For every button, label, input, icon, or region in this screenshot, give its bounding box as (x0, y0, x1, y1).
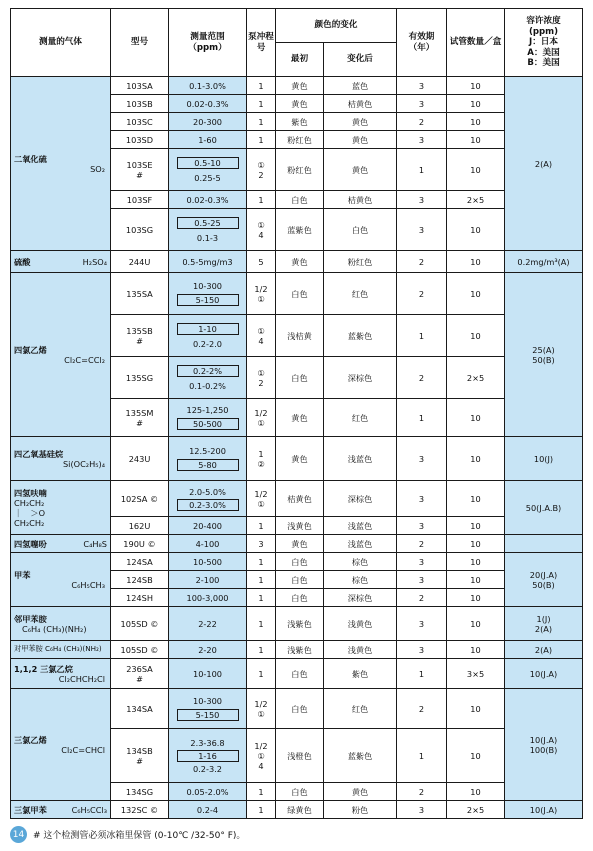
initial-color-cell: 白色 (276, 273, 324, 315)
tubes-cell: 10 (447, 689, 505, 729)
validity-cell: 2 (397, 113, 447, 131)
range-cell: 0.05-2.0% (169, 783, 247, 801)
pump-cell: 5 (247, 251, 276, 273)
after-color-cell: 粉红色 (324, 251, 397, 273)
model-cell: 103SD (111, 131, 169, 149)
after-color-cell: 黄色 (324, 149, 397, 191)
validity-cell: 2 (397, 783, 447, 801)
tubes-cell: 10 (447, 641, 505, 659)
tubes-cell: 10 (447, 589, 505, 607)
after-color-cell: 粉色 (324, 801, 397, 819)
model-cell: 102SA © (111, 481, 169, 517)
allowable-cell: 10(J.A) 100(B) (505, 689, 583, 801)
pump-cell: ① 4 (247, 315, 276, 357)
range-cell: 2.0-5.0% 0.2-3.0% (169, 481, 247, 517)
model-cell: 103SB (111, 95, 169, 113)
range-cell: 0.02-0.3% (169, 95, 247, 113)
after-color-cell: 桔黄色 (324, 95, 397, 113)
gas-toluene: 甲苯 C₆H₅CH₃ (11, 553, 111, 607)
initial-color-cell: 白色 (276, 553, 324, 571)
after-color-cell: 浅蓝色 (324, 437, 397, 481)
after-color-cell: 红色 (324, 399, 397, 437)
range-cell: 0.1-3.0% (169, 77, 247, 95)
header-validity: 有效期（年） (397, 9, 447, 77)
table-row (11, 437, 583, 481)
allowable-cell (505, 535, 583, 553)
initial-color-cell: 白色 (276, 689, 324, 729)
initial-color-cell: 绿黄色 (276, 801, 324, 819)
after-color-cell: 白色 (324, 209, 397, 251)
detector-tube-table (10, 8, 583, 819)
initial-color-cell: 桔黄色 (276, 481, 324, 517)
pump-cell: 1 (247, 95, 276, 113)
model-cell: 103SG (111, 209, 169, 251)
after-color-cell: 黄色 (324, 131, 397, 149)
after-color-cell: 深棕色 (324, 481, 397, 517)
allowable-cell: 25(A) 50(B) (505, 273, 583, 437)
tubes-cell: 10 (447, 251, 505, 273)
after-color-cell: 棕色 (324, 553, 397, 571)
model-cell: 135SB # (111, 315, 169, 357)
tubes-cell: 10 (447, 399, 505, 437)
initial-color-cell: 白色 (276, 571, 324, 589)
initial-color-cell: 蓝紫色 (276, 209, 324, 251)
table-row (11, 801, 583, 819)
model-cell: 124SA (111, 553, 169, 571)
tubes-cell: 10 (447, 437, 505, 481)
header-allowable: 容许浓度 (ppm) J：日本 A：美国 B：美国 (505, 9, 583, 77)
header-gas: 测量的气体 (11, 9, 111, 77)
pump-cell: ① 2 (247, 149, 276, 191)
allowable-cell: 10(J.A) (505, 659, 583, 689)
pump-cell: 1/2 ① 4 (247, 729, 276, 783)
validity-cell: 2 (397, 689, 447, 729)
model-cell: 103SE # (111, 149, 169, 191)
gas-trichloroethylene: 三氯乙烯 Cl₂C=CHCl (11, 689, 111, 801)
table-row (11, 659, 583, 689)
pump-cell: 1/2 ① (247, 273, 276, 315)
tubes-cell: 3×5 (447, 659, 505, 689)
table-row (11, 251, 583, 273)
after-color-cell: 红色 (324, 273, 397, 315)
validity-cell: 3 (397, 607, 447, 641)
pump-cell: 1 (247, 589, 276, 607)
page-number-badge: 14 (10, 826, 27, 843)
model-cell: 236SA # (111, 659, 169, 689)
table-row (11, 535, 583, 553)
tubes-cell: 10 (447, 535, 505, 553)
range-cell: 2.3-36.8 1-16 0.2-3.2 (169, 729, 247, 783)
after-color-cell: 浅黄色 (324, 641, 397, 659)
header-model: 型号 (111, 9, 169, 77)
validity-cell: 2 (397, 251, 447, 273)
range-cell: 0.5-25 0.1-3 (169, 209, 247, 251)
validity-cell: 3 (397, 209, 447, 251)
validity-cell: 1 (397, 729, 447, 783)
pump-cell: 1 ② (247, 437, 276, 481)
tubes-cell: 10 (447, 553, 505, 571)
gas-so2: 二氧化硫 SO₂ (11, 77, 111, 251)
header-color-change: 颜色的变化 (276, 9, 397, 43)
validity-cell: 2 (397, 589, 447, 607)
validity-cell: 3 (397, 517, 447, 535)
range-cell: 4-100 (169, 535, 247, 553)
after-color-cell: 蓝紫色 (324, 315, 397, 357)
tubes-cell: 10 (447, 729, 505, 783)
range-cell: 0.02-0.3% (169, 191, 247, 209)
initial-color-cell: 白色 (276, 659, 324, 689)
initial-color-cell: 黄色 (276, 95, 324, 113)
initial-color-cell: 浅黄色 (276, 517, 324, 535)
validity-cell: 3 (397, 131, 447, 149)
footer-note (10, 826, 245, 843)
range-cell: 10-100 (169, 659, 247, 689)
header-after: 变化后 (324, 43, 397, 77)
tubes-cell: 10 (447, 481, 505, 517)
validity-cell: 1 (397, 399, 447, 437)
pump-cell: ① 2 (247, 357, 276, 399)
initial-color-cell: 浅紫色 (276, 641, 324, 659)
validity-cell: 1 (397, 315, 447, 357)
allowable-cell: 2(A) (505, 641, 583, 659)
model-cell: 162U (111, 517, 169, 535)
pump-cell: 1 (247, 571, 276, 589)
initial-color-cell: 浅桔黄 (276, 315, 324, 357)
pump-cell: 1 (247, 659, 276, 689)
model-cell: 124SH (111, 589, 169, 607)
validity-cell: 3 (397, 95, 447, 113)
tubes-cell: 10 (447, 517, 505, 535)
gas-tetraethoxysilane: 四乙氧基硅烷 Si(OC₂H₅)₄ (11, 437, 111, 481)
allowable-cell: 50(J.A.B) (505, 481, 583, 535)
allowable-cell: 0.2mg/m³(A) (505, 251, 583, 273)
model-cell: 135SA (111, 273, 169, 315)
model-cell: 132SC © (111, 801, 169, 819)
header-range: 测量范围 （ppm） (169, 9, 247, 77)
after-color-cell: 黄色 (324, 783, 397, 801)
range-cell: 10-300 5-150 (169, 689, 247, 729)
initial-color-cell: 黄色 (276, 437, 324, 481)
validity-cell: 1 (397, 149, 447, 191)
initial-color-cell: 紫色 (276, 113, 324, 131)
model-cell: 124SB (111, 571, 169, 589)
after-color-cell: 棕色 (324, 571, 397, 589)
model-cell: 105SD © (111, 607, 169, 641)
tubes-cell: 10 (447, 95, 505, 113)
model-cell: 103SF (111, 191, 169, 209)
table-row (11, 607, 583, 641)
initial-color-cell: 黄色 (276, 399, 324, 437)
initial-color-cell: 浅紫色 (276, 607, 324, 641)
model-cell: 105SD © (111, 641, 169, 659)
tubes-cell: 10 (447, 131, 505, 149)
pump-cell: 1/2 ① (247, 481, 276, 517)
tubes-cell: 10 (447, 607, 505, 641)
gas-tetrahydrofuran: 四氢呋喃 CH₂CH₂ ｜ ＞O CH₂CH₂ (11, 481, 111, 535)
table-row (11, 273, 583, 315)
pump-cell: 1 (247, 801, 276, 819)
tubes-cell: 10 (447, 113, 505, 131)
range-cell: 2-20 (169, 641, 247, 659)
after-color-cell: 浅黄色 (324, 607, 397, 641)
tubes-cell: 2×5 (447, 191, 505, 209)
range-cell: 2-100 (169, 571, 247, 589)
allowable-cell: 1(J) 2(A) (505, 607, 583, 641)
initial-color-cell: 白色 (276, 357, 324, 399)
allowable-cell: 10(J.A) (505, 801, 583, 819)
model-cell: 134SA (111, 689, 169, 729)
initial-color-cell: 浅橙色 (276, 729, 324, 783)
model-cell: 103SA (111, 77, 169, 95)
gas-benzotrichloride: 三氯甲苯 C₆H₅CCl₃ (11, 801, 111, 819)
validity-cell: 2 (397, 273, 447, 315)
after-color-cell: 红色 (324, 689, 397, 729)
model-cell: 103SC (111, 113, 169, 131)
initial-color-cell: 黄色 (276, 535, 324, 553)
model-cell: 244U (111, 251, 169, 273)
gas-tetrahydrothiophene: 四氢噻吩 C₄H₈S (11, 535, 111, 553)
allowable-cell: 20(J.A) 50(B) (505, 553, 583, 607)
range-cell: 100-3,000 (169, 589, 247, 607)
validity-cell: 3 (397, 481, 447, 517)
after-color-cell: 紫色 (324, 659, 397, 689)
tubes-cell: 10 (447, 315, 505, 357)
range-cell: 20-300 (169, 113, 247, 131)
gas-h2so4: 硫酸 H₂SO₄ (11, 251, 111, 273)
after-color-cell: 深棕色 (324, 357, 397, 399)
tubes-cell: 10 (447, 149, 505, 191)
after-color-cell: 浅蓝色 (324, 517, 397, 535)
model-cell: 135SM # (111, 399, 169, 437)
model-cell: 135SG (111, 357, 169, 399)
model-cell: 243U (111, 437, 169, 481)
pump-cell: 1 (247, 607, 276, 641)
initial-color-cell: 粉红色 (276, 131, 324, 149)
header-pump: 泵冲程号 (247, 9, 276, 77)
range-cell: 0.5-10 0.25-5 (169, 149, 247, 191)
pump-cell: 1 (247, 131, 276, 149)
validity-cell: 3 (397, 553, 447, 571)
pump-cell: 3 (247, 535, 276, 553)
header-initial: 最初 (276, 43, 324, 77)
table-row (11, 641, 583, 659)
range-cell: 10-300 5-150 (169, 273, 247, 315)
tubes-cell: 10 (447, 571, 505, 589)
allowable-cell: 2(A) (505, 77, 583, 251)
pump-cell: 1 (247, 783, 276, 801)
validity-cell: 3 (397, 437, 447, 481)
range-cell: 0.5-5mg/m3 (169, 251, 247, 273)
table-row (11, 553, 583, 571)
range-cell: 10-500 (169, 553, 247, 571)
after-color-cell: 蓝紫色 (324, 729, 397, 783)
tubes-cell: 10 (447, 77, 505, 95)
initial-color-cell: 黄色 (276, 77, 324, 95)
pump-cell: 1 (247, 517, 276, 535)
initial-color-cell: 白色 (276, 783, 324, 801)
gas-o-toluidine: 邻甲苯胺 C₆H₄ (CH₃)(NH₂) (11, 607, 111, 641)
gas-p-toluidine: 对甲苯胺 C₆H₄ (CH₃)(NH₂) (11, 641, 111, 659)
range-cell: 1-60 (169, 131, 247, 149)
gas-tetrachloroethylene: 四氯乙烯 Cl₂C=CCl₂ (11, 273, 111, 437)
allowable-cell: 10(J) (505, 437, 583, 481)
model-cell: 134SB # (111, 729, 169, 783)
tubes-cell: 10 (447, 273, 505, 315)
range-cell: 0.2-4 (169, 801, 247, 819)
gas-trichloroethane: 1,1,2 三氯乙烷 Cl₂CHCH₂Cl (11, 659, 111, 689)
validity-cell: 1 (397, 659, 447, 689)
table-row (11, 481, 583, 517)
validity-cell: 3 (397, 641, 447, 659)
range-cell: 2-22 (169, 607, 247, 641)
header-tubes: 试管数量／盒 (447, 9, 505, 77)
range-cell: 1-10 0.2-2.0 (169, 315, 247, 357)
validity-cell: 3 (397, 77, 447, 95)
tubes-cell: 10 (447, 209, 505, 251)
pump-cell: 1 (247, 113, 276, 131)
pump-cell: 1 (247, 553, 276, 571)
footer-note-text: # 这个检测管必须冰箱里保管 (0-10℃ /32-50° F)。 (33, 831, 246, 841)
initial-color-cell: 白色 (276, 191, 324, 209)
table-row (11, 77, 583, 95)
pump-cell: 1 (247, 77, 276, 95)
pump-cell: 1/2 ① (247, 689, 276, 729)
validity-cell: 3 (397, 571, 447, 589)
pump-cell: 1/2 ① (247, 399, 276, 437)
tubes-cell: 2×5 (447, 801, 505, 819)
pump-cell: ① 4 (247, 209, 276, 251)
pump-cell: 1 (247, 641, 276, 659)
model-cell: 134SG (111, 783, 169, 801)
range-cell: 0.2-2% 0.1-0.2% (169, 357, 247, 399)
initial-color-cell: 粉红色 (276, 149, 324, 191)
initial-color-cell: 黄色 (276, 251, 324, 273)
pump-cell: 1 (247, 191, 276, 209)
validity-cell: 2 (397, 357, 447, 399)
after-color-cell: 蓝色 (324, 77, 397, 95)
table-row (11, 689, 583, 729)
after-color-cell: 浅蓝色 (324, 535, 397, 553)
tubes-cell: 2×5 (447, 357, 505, 399)
validity-cell: 3 (397, 801, 447, 819)
range-cell: 12.5-200 5-80 (169, 437, 247, 481)
validity-cell: 2 (397, 535, 447, 553)
validity-cell: 3 (397, 191, 447, 209)
range-cell: 125-1,250 50-500 (169, 399, 247, 437)
after-color-cell: 黄色 (324, 113, 397, 131)
range-cell: 20-400 (169, 517, 247, 535)
model-cell: 190U © (111, 535, 169, 553)
after-color-cell: 深棕色 (324, 589, 397, 607)
tubes-cell: 10 (447, 783, 505, 801)
after-color-cell: 桔黄色 (324, 191, 397, 209)
initial-color-cell: 白色 (276, 589, 324, 607)
